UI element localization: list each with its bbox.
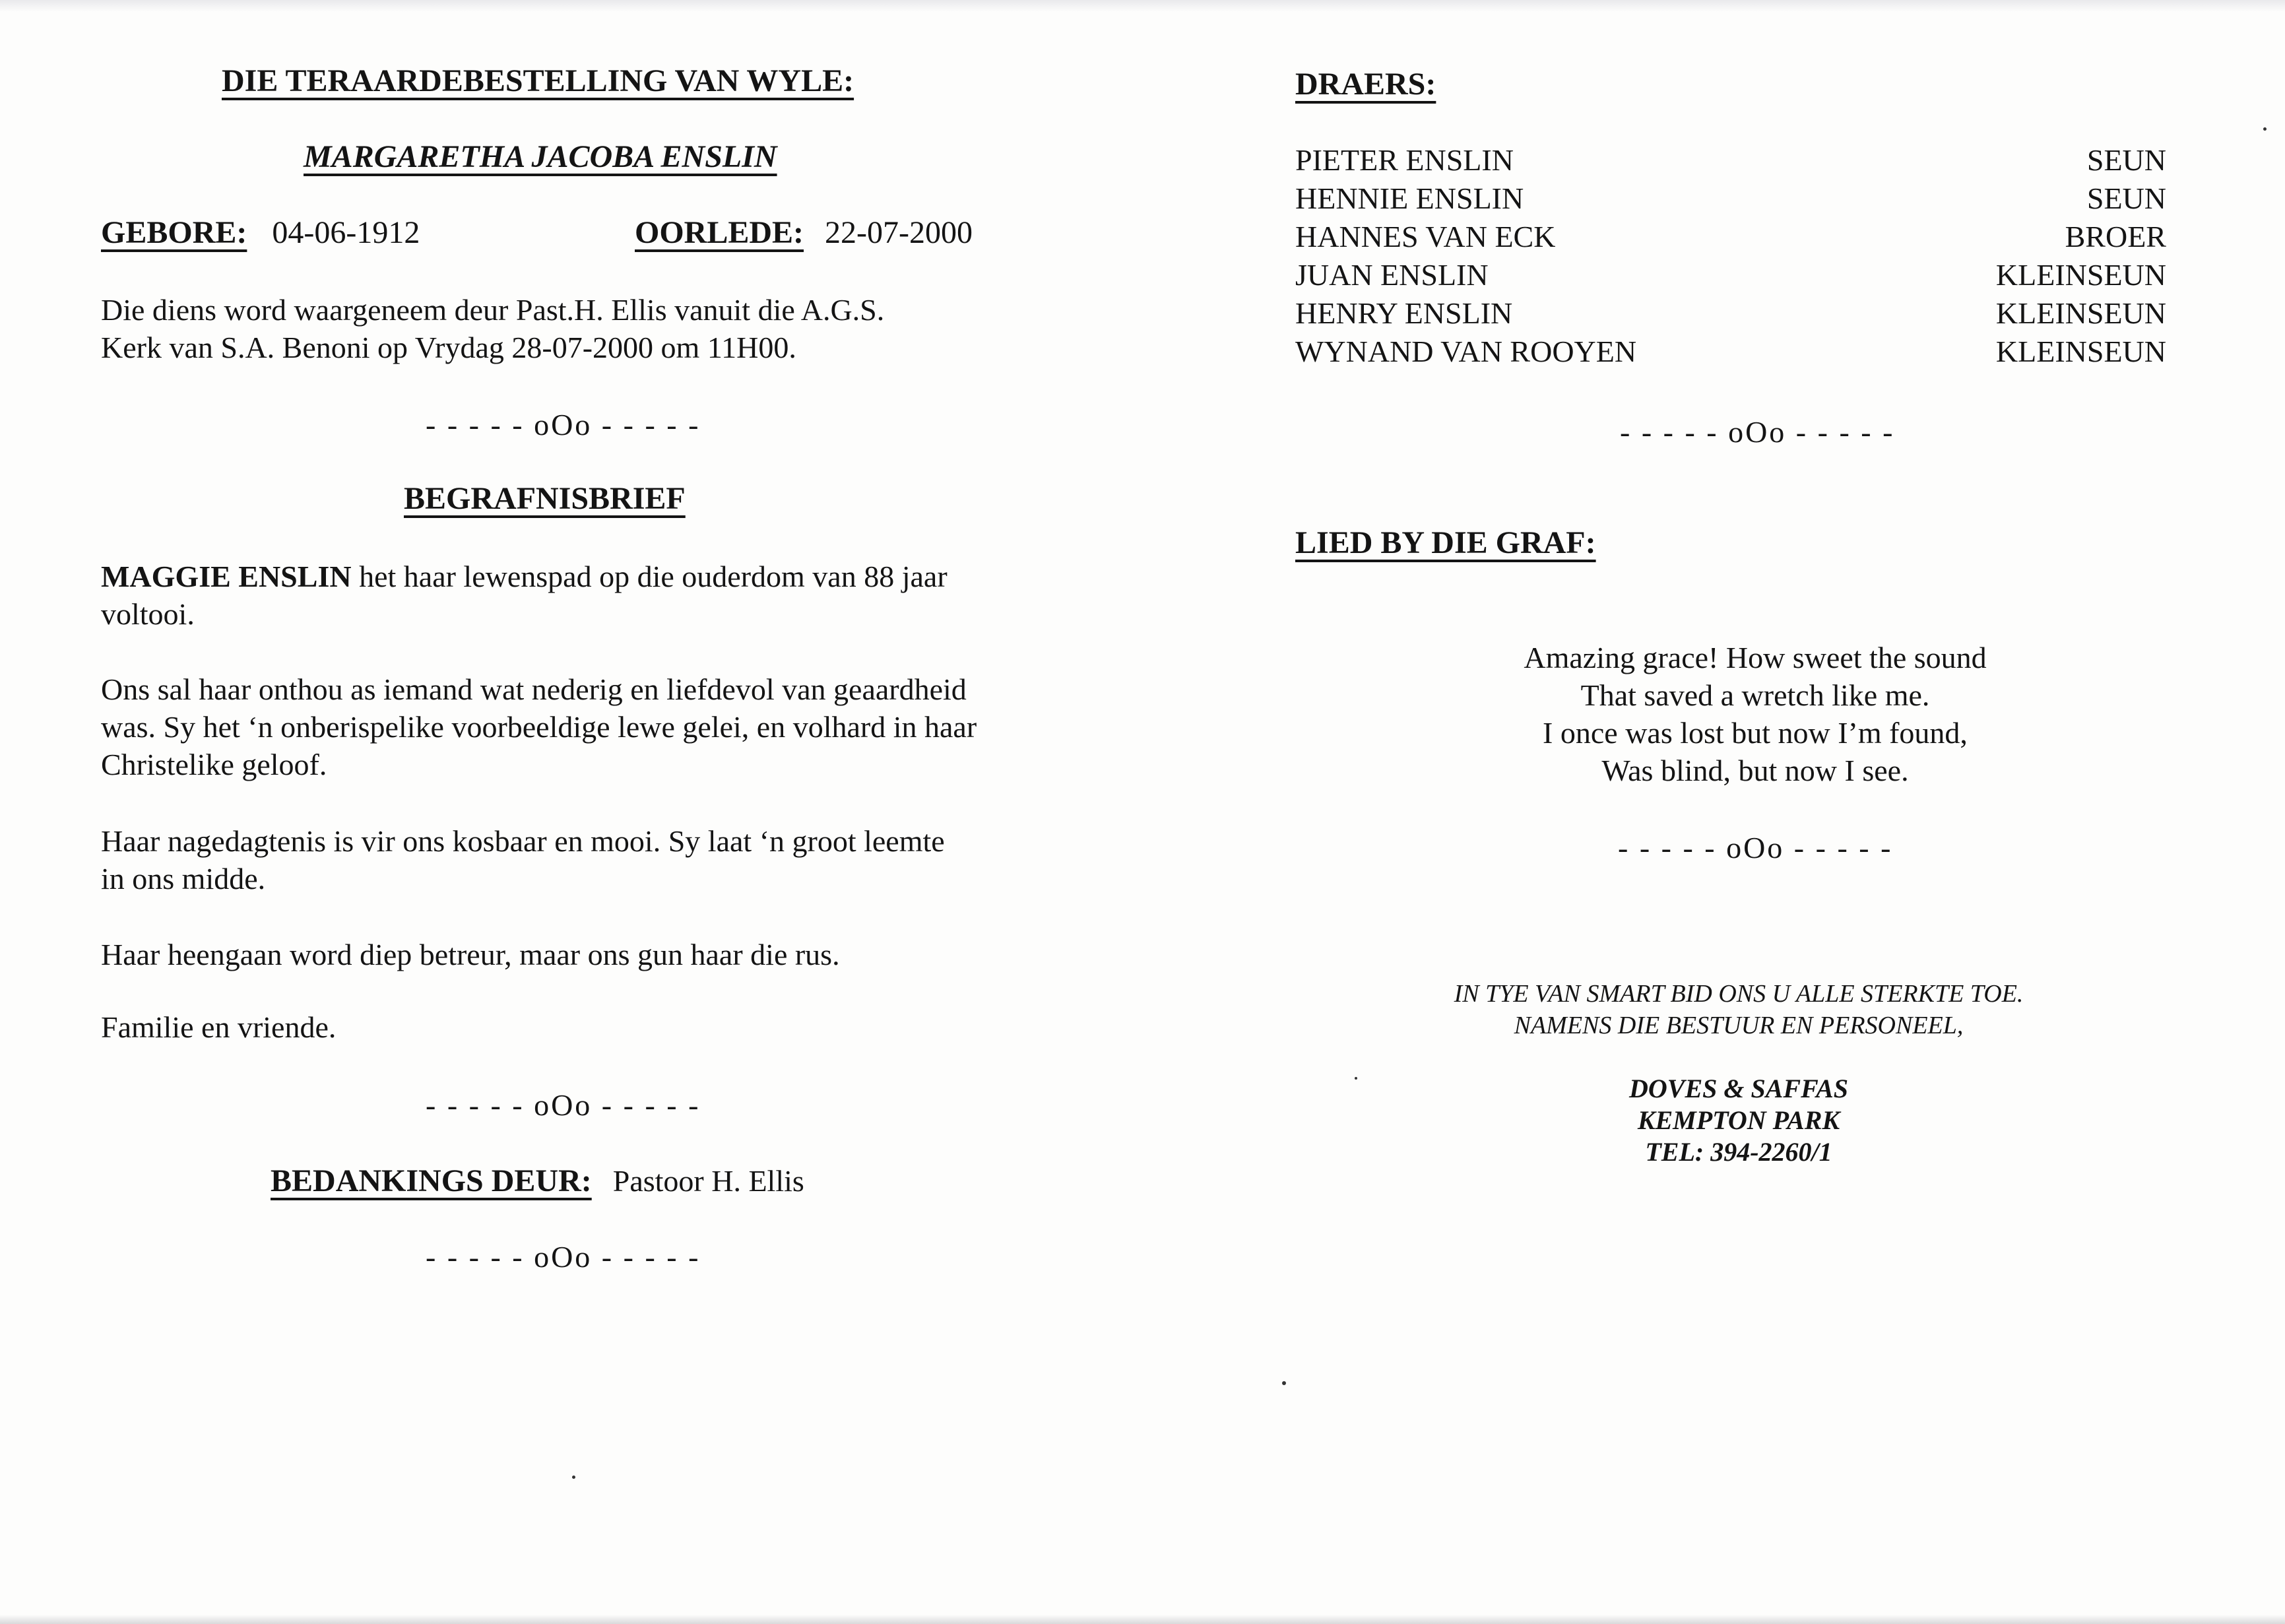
bearer-relation: BROER — [2065, 220, 2166, 253]
paragraph-1-text: het haar lewenspad op die ouderdom van 88 jaar voltooi. — [101, 560, 948, 631]
letter-paragraph-4: Haar heengaan word diep betreur, maar ons gun haar die rus. — [101, 938, 840, 971]
bearers-heading: DRAERS: — [1295, 67, 1436, 102]
letter-paragraph-3: Haar nagedagtenis is vir ons kosbaar en mooi. Sy laat ‘n groot leemte in ons midde. — [101, 824, 945, 895]
separator: - - - - - oOo - - - - - — [426, 408, 701, 441]
service-line-2: Kerk van S.A. Benoni op Vrydag 28-07-2000 om 11H00. — [101, 331, 796, 364]
condolence-line-2: NAMENS DIE BESTUUR EN PERSONEEL, — [1514, 1012, 1964, 1039]
condolence-line-1: IN TYE VAN SMART BID ONS U ALLE STERKTE TOE. — [1454, 980, 2024, 1008]
bearer-name: JUAN ENSLIN — [1295, 258, 1489, 292]
song-lyric-line: I once was lost but now I’m found, — [1543, 716, 1968, 750]
page-top-edge — [0, 0, 2285, 12]
bearer-relation: KLEINSEUN — [1995, 296, 2166, 330]
bearer-row — [1295, 296, 2166, 334]
bearer-relation: SEUN — [2086, 181, 2166, 215]
bearer-relation: KLEINSEUN — [1995, 258, 2166, 292]
born-date: 04-06-1912 — [272, 215, 420, 250]
died-label: OORLEDE: — [635, 215, 804, 250]
song-heading: LIED BY DIE GRAF: — [1295, 525, 1596, 560]
scan-speck — [1282, 1381, 1286, 1385]
undertaker-name: DOVES & SAFFAS — [1628, 1074, 1849, 1103]
song-lyric-line: That saved a wretch like me. — [1580, 678, 1930, 712]
separator: - - - - - oOo - - - - - — [426, 1088, 701, 1122]
bearer-name: WYNAND VAN ROOYEN — [1295, 335, 1637, 368]
bearer-relation: KLEINSEUN — [1995, 335, 2166, 368]
bearer-name: HENNIE ENSLIN — [1295, 181, 1524, 215]
thanks-label: BEDANKINGS DEUR: — [271, 1163, 592, 1198]
letter-paragraph-2: Ons sal haar onthou as iemand wat nederig en liefdevol van geaardheid was. Sy het ‘n onberispelike voorbeeldige lewe gelei, en volhard in haar Christelike geloof. — [101, 672, 977, 781]
scan-speck — [1355, 1077, 1357, 1080]
bearer-row — [1295, 219, 2166, 257]
undertaker-place: KEMPTON PARK — [1637, 1105, 1840, 1135]
separator: - - - - - oOo - - - - - — [1620, 415, 1895, 449]
died-date: 22-07-2000 — [825, 215, 973, 250]
bearer-row — [1295, 257, 2166, 296]
bearer-row — [1295, 334, 2166, 372]
song-lyric-line: Amazing grace! How sweet the sound — [1524, 641, 1987, 674]
died-row — [635, 214, 973, 251]
letter-signoff: Familie en vriende. — [101, 1010, 337, 1044]
undertaker-phone: TEL: 394-2260/1 — [1645, 1137, 1832, 1167]
bearer-relation: SEUN — [2086, 143, 2166, 177]
bearer-name: HENRY ENSLIN — [1295, 296, 1513, 330]
song-lyric-line: Was blind, but now I see. — [1601, 754, 1909, 787]
thanks-value: Pastoor H. Ellis — [612, 1164, 804, 1198]
letter-heading: BEGRAFNISBRIEF — [404, 481, 686, 516]
document-title: DIE TERAARDEBESTELLING VAN WYLE: — [222, 63, 854, 98]
thanks-row — [271, 1163, 804, 1199]
service-line-1: Die diens word waargeneem deur Past.H. Ellis vanuit die A.G.S. — [101, 293, 885, 327]
born-row — [101, 214, 420, 251]
bearer-name: HANNES VAN ECK — [1295, 220, 1556, 253]
bearer-row — [1295, 143, 2166, 181]
letter-paragraph-1 — [101, 558, 972, 633]
separator: - - - - - oOo - - - - - — [426, 1240, 701, 1274]
bearer-name: PIETER ENSLIN — [1295, 143, 1514, 177]
deceased-name: MARGARETHA JACOBA ENSLIN — [304, 139, 777, 174]
scan-speck — [2263, 127, 2267, 131]
scan-speck — [572, 1476, 575, 1479]
born-label: GEBORE: — [101, 215, 247, 250]
bearer-row — [1295, 181, 2166, 219]
separator: - - - - - oOo - - - - - — [1618, 831, 1893, 864]
page-bottom-edge — [0, 1615, 2285, 1624]
deceased-nickname: MAGGIE ENSLIN — [101, 560, 352, 593]
